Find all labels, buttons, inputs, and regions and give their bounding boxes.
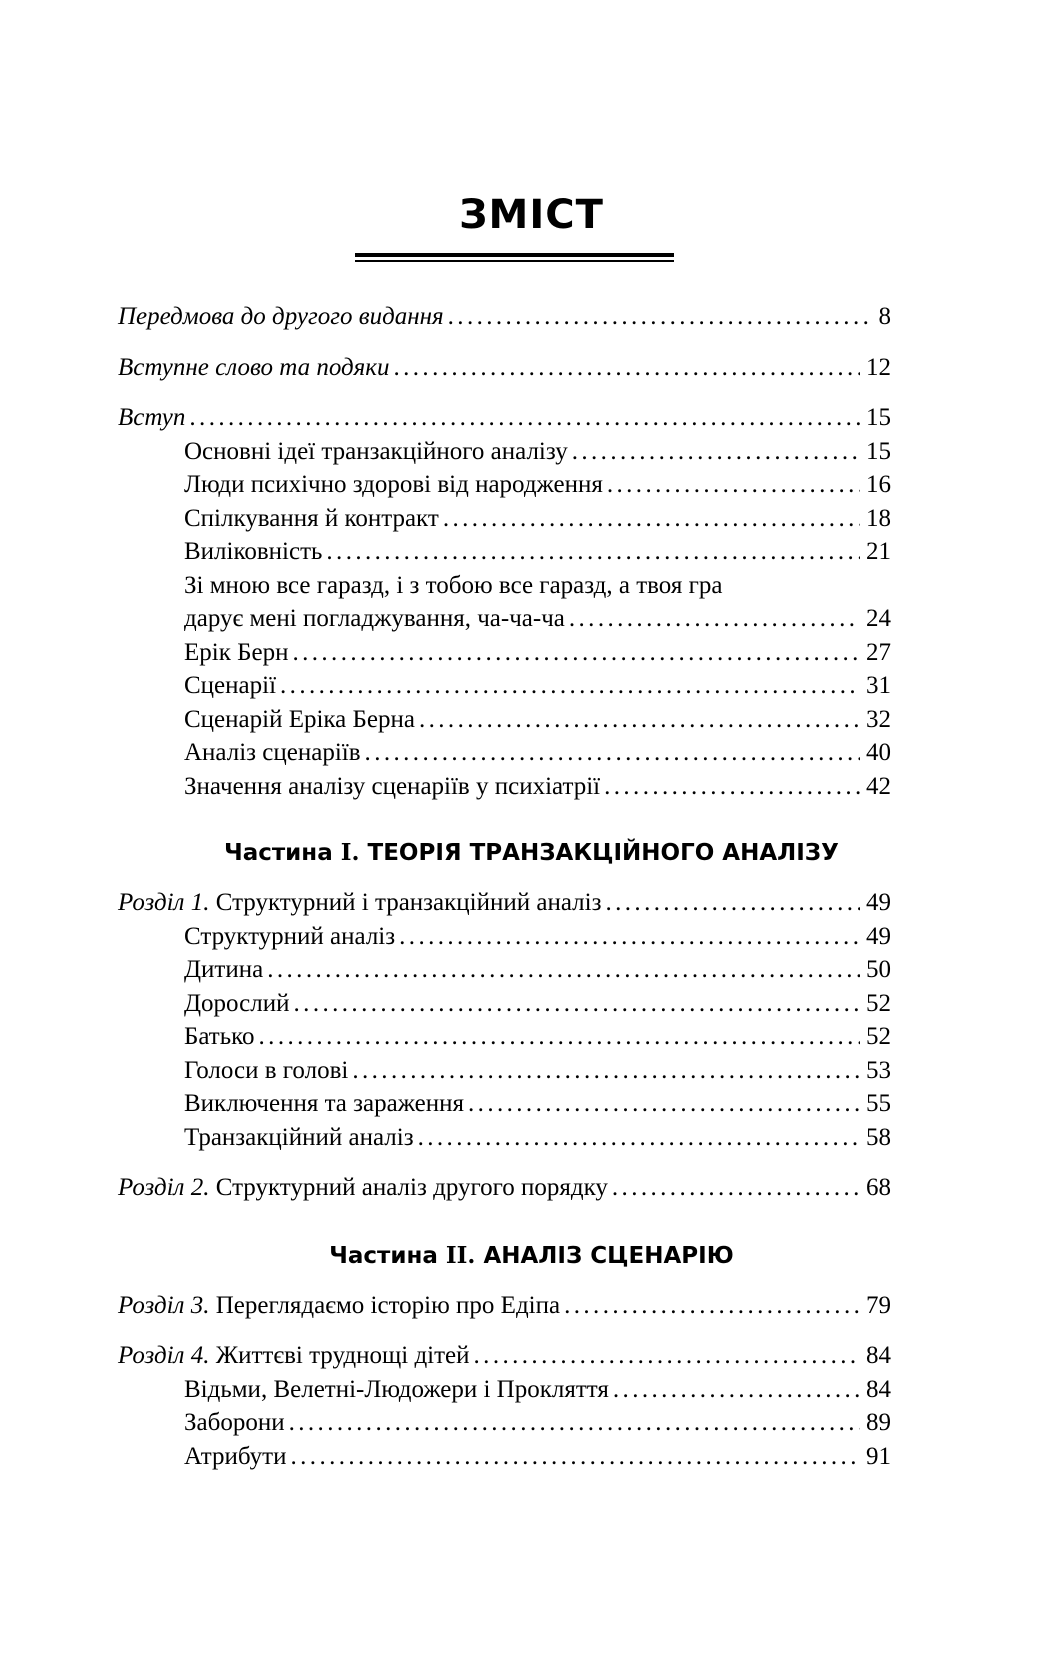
part-heading-2: [0, 1241, 1063, 1271]
toc-entry-label: Виключення та зараження: [184, 1090, 465, 1117]
leader-dots: [569, 602, 860, 636]
toc-entry-label: Вступне слово та подяки: [118, 353, 390, 381]
toc-entry-label: Значення аналізу сценаріїв у психіатрії: [184, 772, 601, 800]
toc-page-number: 52: [866, 989, 891, 1017]
leader-dots: [612, 1171, 860, 1205]
leader-dots: [443, 502, 860, 536]
toc-page-number: 27: [866, 638, 891, 666]
chapter-prefix: Розділ 4.: [118, 1342, 210, 1369]
leader-dots: [607, 468, 860, 502]
leader-dots: [605, 886, 860, 920]
part-prefix: Частина: [224, 840, 341, 866]
leader-dots: [604, 770, 860, 804]
toc-entry-label: Дорослий: [184, 989, 290, 1017]
toc-page-number: 24: [866, 605, 891, 632]
toc-entry-label: Дитина: [184, 956, 264, 983]
part-title: АНАЛІЗ СЦЕНАРІЮ: [475, 1242, 734, 1269]
toc-page-number: 53: [866, 1056, 891, 1084]
title-rule-thin: [355, 260, 674, 262]
toc-page-number: 42: [866, 772, 891, 800]
toc-subentry[interactable]: [118, 1054, 891, 1088]
chapter-prefix: Розділ 1.: [118, 889, 210, 916]
toc-subentry[interactable]: [118, 953, 891, 987]
toc-page-number: 12: [866, 353, 891, 381]
toc-page-number: 49: [866, 889, 891, 916]
toc-entry-chapter-1[interactable]: [118, 886, 891, 920]
toc-entry-label: Заборони: [184, 1409, 285, 1436]
toc-entry-label: Сценарії: [184, 672, 277, 699]
leader-dots: [448, 300, 873, 334]
table-of-contents: [118, 300, 891, 1473]
toc-page-number: 84: [866, 1342, 891, 1369]
leader-dots: [189, 401, 860, 435]
title-rule-thick: [355, 253, 674, 257]
toc-entry-label: Виліковність: [184, 538, 323, 565]
toc-entry-chapter-4[interactable]: [118, 1339, 891, 1373]
toc-page-number: 49: [866, 922, 891, 950]
toc-page-number: 32: [866, 705, 891, 733]
toc-subentry[interactable]: [118, 1406, 891, 1440]
toc-page-number: 18: [866, 504, 891, 532]
part-prefix: Частина: [329, 1242, 446, 1269]
toc-subentry[interactable]: [118, 736, 891, 770]
toc-subentry[interactable]: [118, 1087, 891, 1121]
toc-entry-label: Структурний аналіз: [184, 922, 396, 950]
chapter-prefix: Розділ 3.: [118, 1291, 210, 1319]
leader-dots: [365, 736, 860, 770]
leader-dots: [399, 920, 860, 954]
toc-entry-label: Транзакційний аналіз: [184, 1123, 414, 1151]
toc-page-number: 31: [866, 672, 891, 699]
toc-page-number: 79: [866, 1291, 891, 1319]
toc-subentry[interactable]: [118, 1440, 891, 1474]
leader-dots: [267, 953, 860, 987]
toc-page-number: 21: [866, 538, 891, 565]
toc-subentry[interactable]: [118, 535, 891, 569]
leader-dots: [289, 1406, 860, 1440]
toc-subentry[interactable]: [118, 435, 891, 469]
toc-subentry[interactable]: [118, 468, 891, 502]
leader-dots: [474, 1339, 860, 1373]
leader-dots: [572, 435, 860, 469]
toc-subentry[interactable]: [118, 987, 891, 1021]
toc-entry-label: дарує мені погладжування, ча-ча-ча: [184, 605, 565, 632]
toc-entry-label: Вступ: [118, 404, 186, 431]
toc-entry-label: Ерік Берн: [184, 638, 289, 666]
leader-dots: [291, 1440, 861, 1474]
toc-page-number: 68: [866, 1174, 891, 1201]
toc-entry-label: Структурний і транзакційний аналіз: [209, 889, 602, 916]
toc-entry-label: Відьми, Велетні-Людожери і Прокляття: [184, 1375, 609, 1403]
toc-page-number: 58: [866, 1123, 891, 1151]
toc-page-number: 91: [866, 1442, 891, 1470]
leader-dots: [326, 535, 860, 569]
part-number: II.: [445, 1241, 476, 1269]
toc-entry-label: Основні ідеї транзакційного аналізу: [184, 437, 568, 465]
part-heading-1: [0, 838, 1063, 868]
leader-dots: [419, 703, 860, 737]
toc-subentry[interactable]: [118, 770, 891, 804]
toc-entry-chapter-3[interactable]: [118, 1289, 891, 1323]
toc-page-number: 55: [866, 1090, 891, 1117]
leader-dots: [613, 1373, 860, 1407]
toc-page-number: 40: [866, 739, 891, 766]
toc-entry-label: Атрибути: [184, 1442, 287, 1470]
toc-page-number: 89: [866, 1409, 891, 1436]
toc-entry-label: Батько: [184, 1023, 255, 1050]
toc-subentry[interactable]: [118, 502, 891, 536]
toc-entry-label: Голоси в голові: [184, 1056, 349, 1084]
toc-page-number: 52: [866, 1023, 891, 1050]
leader-dots: [564, 1289, 860, 1323]
leader-dots: [280, 669, 860, 703]
toc-subentry[interactable]: [118, 602, 891, 636]
toc-entry-intro[interactable]: [118, 401, 891, 435]
toc-page-number: 16: [866, 471, 891, 498]
toc-subentry[interactable]: [118, 636, 891, 670]
toc-subentry[interactable]: [118, 1373, 891, 1407]
toc-entry-label: Аналіз сценаріїв: [184, 739, 361, 766]
part-title: ТЕОРІЯ ТРАНЗАКЦІЙНОГО АНАЛІЗУ: [359, 840, 839, 866]
toc-entry-label-line1: Зі мною все гаразд, і з тобою все гаразд, а твоя гра: [184, 571, 723, 599]
toc-page-number: 50: [866, 956, 891, 983]
toc-page-number: 8: [878, 303, 891, 330]
toc-subentry[interactable]: [118, 703, 891, 737]
toc-entry-label: Сценарій Еріка Берна: [184, 705, 415, 733]
leader-dots: [468, 1087, 860, 1121]
toc-entry-intro-words[interactable]: [118, 351, 891, 385]
toc-page-number: 84: [866, 1375, 891, 1403]
part-number: I.: [340, 839, 360, 866]
toc-entry-preface[interactable]: [118, 300, 891, 334]
toc-entry-label: Структурний аналіз другого порядку: [209, 1174, 608, 1201]
toc-entry-label: Переглядаємо історію про Едіпа: [209, 1291, 561, 1319]
toc-page-number: 15: [866, 437, 891, 465]
toc-entry-label: Передмова до другого видання: [118, 303, 444, 330]
toc-entry-chapter-2[interactable]: [118, 1171, 891, 1205]
toc-subentry[interactable]: [118, 920, 891, 954]
leader-dots: [294, 987, 860, 1021]
toc-subentry[interactable]: [118, 669, 891, 703]
toc-page-number: 15: [866, 404, 891, 431]
leader-dots: [418, 1121, 860, 1155]
leader-dots: [352, 1054, 860, 1088]
leader-dots: [292, 636, 860, 670]
page-title: ЗМІСТ: [459, 192, 604, 238]
leader-dots: [393, 351, 860, 385]
leader-dots: [259, 1020, 860, 1054]
toc-subentry[interactable]: [118, 1121, 891, 1155]
toc-entry-label: Спілкування й контракт: [184, 504, 439, 532]
chapter-prefix: Розділ 2.: [118, 1174, 210, 1201]
toc-entry-label: Люди психічно здорові від народження: [184, 471, 603, 498]
toc-entry-label: Життєві труднощі дітей: [209, 1342, 470, 1369]
toc-subentry[interactable]: [118, 1020, 891, 1054]
